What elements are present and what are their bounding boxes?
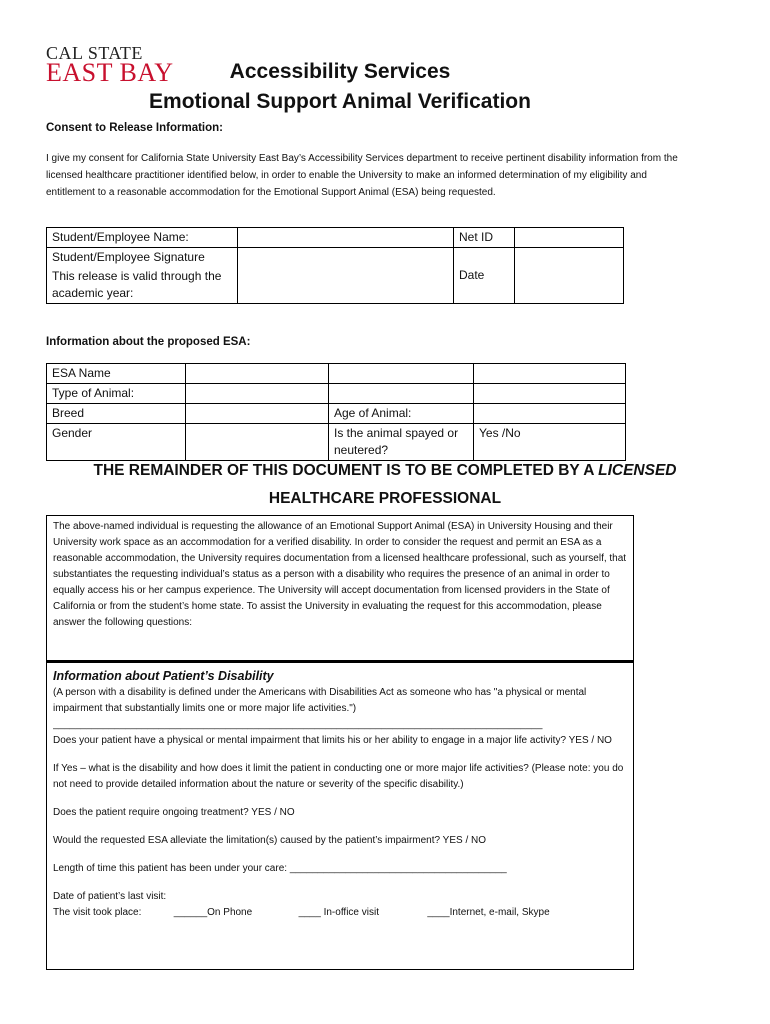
remainder-notice	[0, 457, 770, 513]
esa-name-label: ESA Name	[47, 364, 186, 384]
consent-heading: Consent to Release Information:	[46, 122, 223, 134]
signature-field[interactable]	[238, 248, 454, 304]
question-last-visit: Date of patient’s last visit:	[53, 891, 167, 902]
remainder-licensed: LICENSED	[598, 462, 677, 479]
visit-label: The visit took place:	[53, 907, 142, 918]
breed-field[interactable]	[186, 404, 329, 424]
disability-heading: Information about Patient’s Disability	[53, 669, 274, 683]
intro-paragraph: The above-named individual is requesting the allowance of an Emotional Support Animal (ESA) in University Housing and their University work space as an accommodation for a verified disability. In order to consider the request and permit an ESA as a reasonable accommodation, the University requires documentation from a licensed healthcare professional, such as yourself, that substantiates the requesting individual’s status as a person with a disability who requires the presence of an animal in order to equally access his or her campus experience. The University will accept documentation from licensed providers in the State of California or from the student’s home state. To assist the University in evaluating the request for this accommodation, please answer the following questions:	[53, 521, 627, 628]
date-field[interactable]	[515, 248, 624, 304]
date-label: Date	[454, 248, 515, 304]
esa-info-table	[46, 363, 626, 461]
student-name-label: Student/Employee Name:	[47, 228, 238, 248]
gender-field[interactable]	[186, 424, 329, 461]
question-ongoing-treatment: Does the patient require ongoing treatment? YES / NO	[53, 807, 295, 818]
page-title: Accessibility Services	[229, 60, 451, 83]
spayed-yes-no[interactable]: Yes /No	[474, 424, 626, 461]
age-label: Age of Animal:	[329, 404, 474, 424]
esa-name-field[interactable]	[186, 364, 329, 384]
animal-type-field[interactable]	[186, 384, 329, 404]
logo-line-2: EAST BAY	[46, 58, 174, 87]
question-impairment: Does your patient have a physical or mental impairment that limits his or her ability to engage in a major life activity? YES / NO	[53, 735, 612, 746]
remainder-line2: HEALTHCARE PROFESSIONAL	[268, 490, 502, 507]
disability-section	[46, 661, 634, 970]
question-esa-alleviate: Would the requested ESA alleviate the limitation(s) caused by the patient’s impairment? YES / NO	[53, 835, 487, 846]
visit-phone-option[interactable]: ______On Phone	[173, 907, 253, 918]
gender-label: Gender	[47, 424, 186, 461]
remainder-line1: THE REMAINDER OF THIS DOCUMENT IS TO BE COMPLETED BY A	[93, 462, 599, 479]
netid-field[interactable]	[515, 228, 624, 248]
student-name-field[interactable]	[238, 228, 454, 248]
spayed-label: Is the animal spayed or neutered?	[329, 424, 474, 461]
visit-options	[53, 905, 627, 921]
visit-internet-option[interactable]: ____Internet, e-mail, Skype	[427, 907, 550, 918]
release-label: This release is valid through the academic year:	[47, 267, 238, 304]
consent-paragraph: I give my consent for California State University East Bay’s Accessibility Services department to receive pertinent disability information from the licensed healthcare practitioner identified below, in order to enable the University to make an informed determination of my eligibility and entitlement to a reasonable accommodation for the Emotional Support Animal (ESA) being requested.	[46, 153, 678, 198]
question-length-of-care: Length of time this patient has been under your care: _______________________________________	[53, 863, 507, 874]
question-describe-disability: If Yes – what is the disability and how does it limit the patient in conducting one or more major life activities? (Please note: you do not need to provide detailed information about the nature or severity of the specific disability.)	[53, 763, 624, 790]
student-info-table	[46, 227, 624, 304]
esa-heading: Information about the proposed ESA:	[46, 336, 251, 348]
disability-definition: (A person with a disability is defined under the Americans with Disabilities Act as someone who has "a physical or mental impairment that substantially limits one or more major life activities.")	[53, 687, 587, 714]
logo-line-1: CAL STATE	[46, 43, 143, 63]
answer-line[interactable]: ________________________________________________________________________________________	[53, 719, 543, 730]
breed-label: Breed	[47, 404, 186, 424]
netid-label: Net ID	[454, 228, 515, 248]
page-subtitle: Emotional Support Animal Verification	[149, 90, 531, 113]
age-field[interactable]	[474, 404, 626, 424]
signature-label: Student/Employee Signature	[47, 248, 238, 268]
intro-box	[46, 515, 634, 661]
visit-office-option[interactable]: ____ In-office visit	[298, 907, 379, 918]
animal-type-label: Type of Animal:	[47, 384, 186, 404]
